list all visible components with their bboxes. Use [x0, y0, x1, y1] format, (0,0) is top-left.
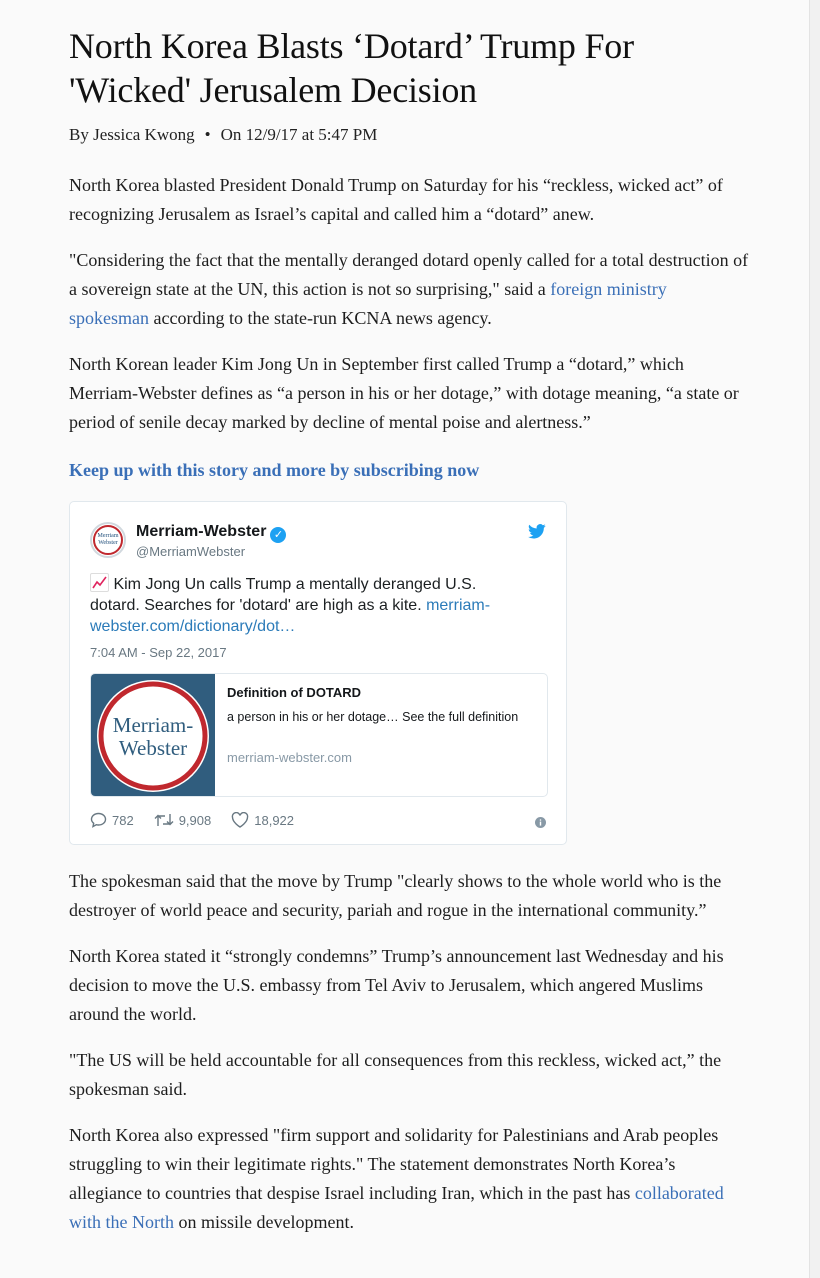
card-title: Definition of DOTARD [227, 685, 362, 700]
article [69, 24, 749, 1237]
collaborated-link[interactable]: collaborated with the North [69, 1183, 724, 1232]
logo-line-2: Webster [118, 736, 188, 760]
reply-count: 782 [112, 812, 134, 828]
tweet-author-handle[interactable]: @MerriamWebster [136, 544, 246, 559]
paragraph-7: North Korea also expressed "firm support and solidarity for Palestinians and Arab peoples struggling to win their legitimate rights." The statement demonstrates North Korea’s allegiance to countries that despise Israel including Iran, which in the past has collaborated with the North on missile development. [69, 1125, 724, 1232]
tweet-timestamp[interactable]: 7:04 AM - Sep 22, 2017 [90, 645, 227, 660]
tweet-actions [90, 812, 314, 828]
verified-badge-icon: ✓ [270, 527, 286, 543]
paragraph-1: North Korea blasted President Donald Trump on Saturday for his “reckless, wicked act” of recognizing Jerusalem as Israel’s capital and called him a “dotard” anew. [69, 175, 723, 224]
tweet-link[interactable]: merriam-webster.com/dictionary/dot… [90, 597, 491, 635]
chart-increasing-icon [90, 573, 109, 592]
like-count: 18,922 [254, 812, 295, 828]
retweet-icon [154, 813, 174, 827]
paragraph-2: "Considering the fact that the mentally deranged dotard openly called for a total destruction of a sovereign state at the UN, this action is not so surprising," said a foreign ministry spokesman according to the state-run KCNA news agency. [69, 250, 749, 328]
logo-line-1: Merriam- [112, 713, 194, 737]
paragraph-4: The spokesman said that the move by Trump "clearly shows to the whole world who is the destroyer of world peace and security, pariah and rogue in the international community.” [69, 871, 722, 920]
paragraph-5: North Korea stated it “strongly condemns” Trump’s announcement last Wednesday and his decision to move the U.S. embassy from Tel Aviv to Jerusalem, which angered Muslims around the world. [69, 946, 724, 1024]
like-button[interactable] [231, 812, 294, 828]
scrollbar-track[interactable] [809, 0, 820, 1278]
retweet-button[interactable] [154, 813, 212, 828]
headline: North Korea Blasts ‘Dotard’ Trump For 'Wicked' Jerusalem Decision [69, 26, 634, 110]
byline-separator: • [204, 125, 211, 144]
publish-date: On 12/9/17 at 5:47 PM [220, 125, 378, 144]
info-icon[interactable] [535, 815, 546, 833]
paragraph-3: North Korean leader Kim Jong Un in September first called Trump a “dotard,” which Merriam-Webster defines as “a person in his or her dotage,” with dotage meaning, “a state or period of senile decay marked by decline of mental poise and alertness.” [69, 354, 739, 432]
avatar-logo: Merriam Webster [93, 525, 123, 555]
paragraph-6: "The US will be held accountable for all consequences from this reckless, wicked act,” the spokesman said. [69, 1050, 722, 1099]
reply-icon [90, 812, 107, 828]
twitter-bird-icon[interactable] [528, 524, 546, 544]
reply-button[interactable] [90, 812, 134, 828]
author[interactable]: By Jessica Kwong [69, 125, 195, 144]
card-domain: merriam-webster.com [227, 750, 352, 765]
retweet-count: 9,908 [178, 812, 212, 828]
card-description: a person in his or her dotage… See the full definition [227, 710, 519, 724]
byline [69, 124, 749, 146]
merriam-webster-logo [91, 674, 215, 797]
subscribe-link[interactable]: Keep up with this story and more by subscribing now [69, 460, 480, 480]
tweet-avatar[interactable] [90, 522, 126, 558]
foreign-ministry-link[interactable]: foreign ministry spokesman [69, 279, 667, 328]
tweet-text: Kim Jong Un calls Trump a mentally deranged U.S. dotard. Searches for 'dotard' are high as a kite. merriam-webster.com/dictionary/dot… [90, 573, 530, 637]
link-card[interactable] [90, 673, 548, 797]
heart-icon [231, 812, 249, 828]
embedded-tweet[interactable] [69, 501, 567, 845]
tweet-author-name[interactable]: Merriam-Webster ✓ [136, 523, 286, 543]
